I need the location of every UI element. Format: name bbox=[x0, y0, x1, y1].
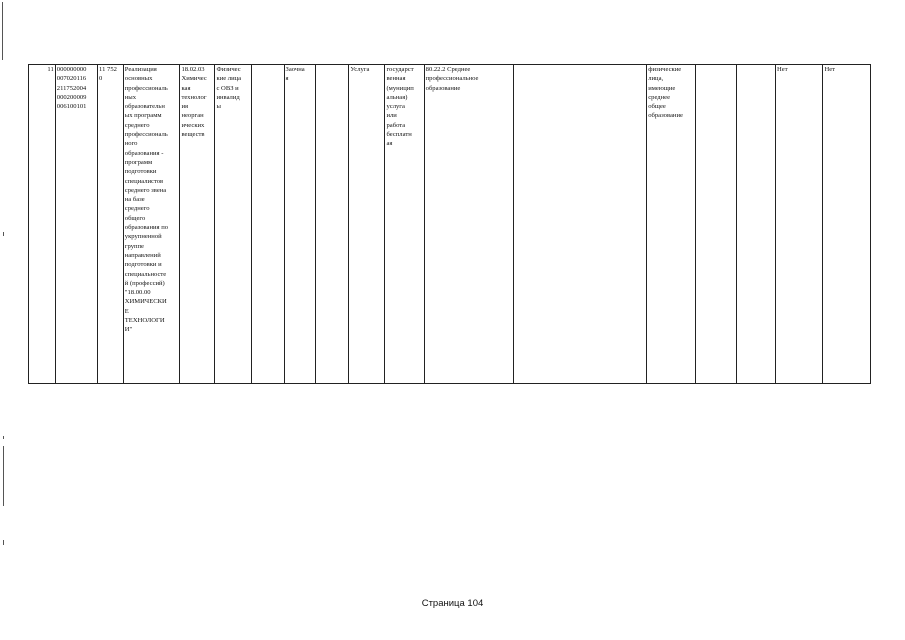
flag-cell: Нет bbox=[823, 65, 871, 384]
specialty-cell: 18.02.03 Химичес кая технолог ия неорган ических веществ bbox=[180, 65, 215, 384]
empty-cell bbox=[736, 65, 775, 384]
flag-cell: Нет bbox=[776, 65, 823, 384]
scan-artifact bbox=[3, 232, 4, 236]
code-cell: 11 752 0 bbox=[98, 65, 124, 384]
empty-cell bbox=[316, 65, 349, 384]
scan-artifact bbox=[3, 446, 4, 506]
table-row bbox=[29, 65, 871, 384]
status-cell: государст венная (муницип альная) услуга или работа бесплатн ая bbox=[385, 65, 424, 384]
consumers-cell: физические лица, имеющие среднее общее образование bbox=[647, 65, 695, 384]
empty-cell bbox=[251, 65, 284, 384]
type-cell: Услуга bbox=[349, 65, 385, 384]
registry-number-cell: 000000000 007020116 211752004 000200009 006100101 bbox=[55, 65, 97, 384]
scan-artifact bbox=[3, 540, 4, 545]
category-cell: Физичес кие лица с ОВЗ и инвалид ы bbox=[215, 65, 251, 384]
row-index-cell: 11 bbox=[29, 65, 56, 384]
registry-table bbox=[28, 64, 871, 384]
scan-artifact bbox=[2, 2, 3, 60]
page-number: Страница 104 bbox=[421, 598, 484, 609]
service-name-cell: Реализация основных профессиональ ных образовательн ых программ среднего профессиональ ного образования - программ подготовки специалистов среднего звена на базе среднего общего образования по укрупненной группе направлений подготовки и специальносте й (профессий) "18.00.00 ХИМИЧЕСКИ Е ТЕХНОЛОГИ И" bbox=[123, 65, 180, 384]
empty-cell bbox=[695, 65, 736, 384]
form-cell: Заочна я bbox=[284, 65, 316, 384]
okved-cell: 80.22.2 Среднее профессиональное образование bbox=[424, 65, 514, 384]
scan-artifact bbox=[3, 436, 4, 439]
empty-cell bbox=[514, 65, 647, 384]
